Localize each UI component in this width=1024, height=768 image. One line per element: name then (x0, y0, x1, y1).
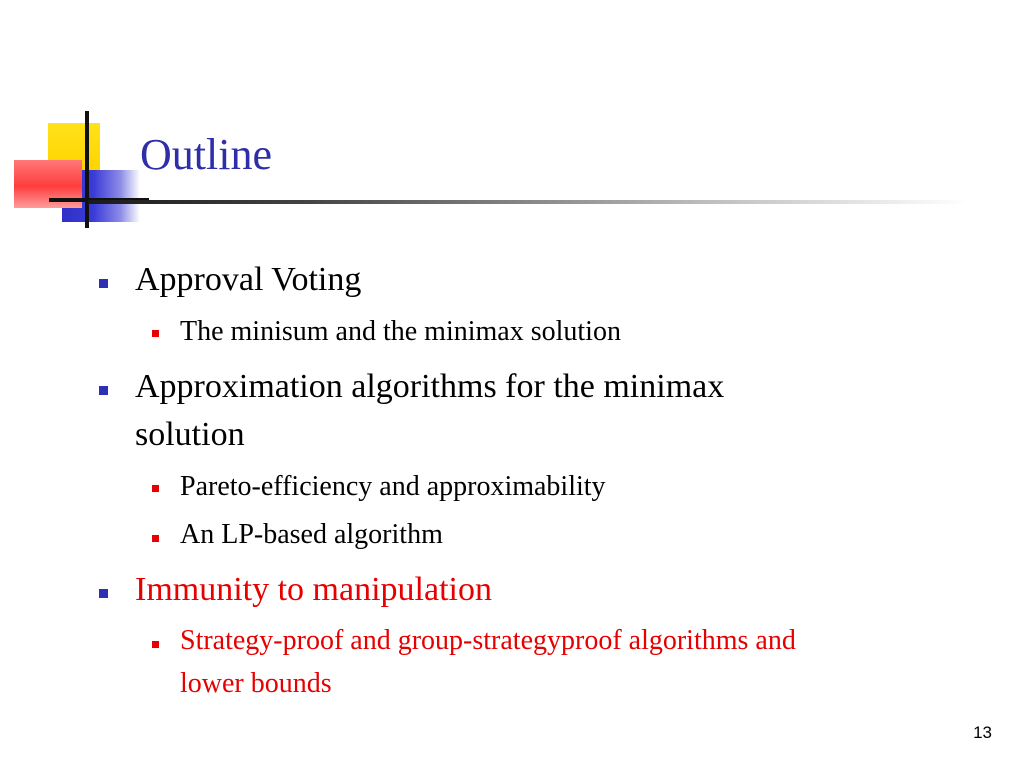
outline-subitem-strategyproof-line1: Strategy-proof and group-strategyproof algorithms and (180, 625, 796, 656)
square-bullet-icon (152, 535, 159, 542)
square-bullet-icon (99, 386, 108, 395)
square-bullet-icon (99, 589, 108, 598)
vertical-rule-decoration (85, 111, 89, 228)
title-underline (88, 200, 968, 204)
outline-item-approximation-line2: solution (135, 416, 245, 453)
page-number: 13 (973, 723, 992, 742)
square-bullet-icon (152, 330, 159, 337)
slide-logo-decoration (0, 0, 140, 240)
outline-item-approval-voting: Approval Voting (135, 261, 362, 298)
outline-item-approximation-line1: Approximation algorithms for the minimax (135, 368, 725, 405)
outline-subitem-pareto: Pareto-efficiency and approximability (180, 471, 606, 502)
square-bullet-icon (152, 641, 159, 648)
slide-title: Outline (140, 130, 272, 179)
outline-subitem-minisum-minimax: The minisum and the minimax solution (180, 316, 621, 347)
outline-subitem-strategyproof-line2: lower bounds (180, 668, 332, 699)
square-bullet-icon (99, 279, 108, 288)
outline-item-immunity: Immunity to manipulation (135, 571, 492, 608)
outline-subitem-lp-algorithm: An LP-based algorithm (180, 519, 443, 550)
square-bullet-icon (152, 485, 159, 492)
